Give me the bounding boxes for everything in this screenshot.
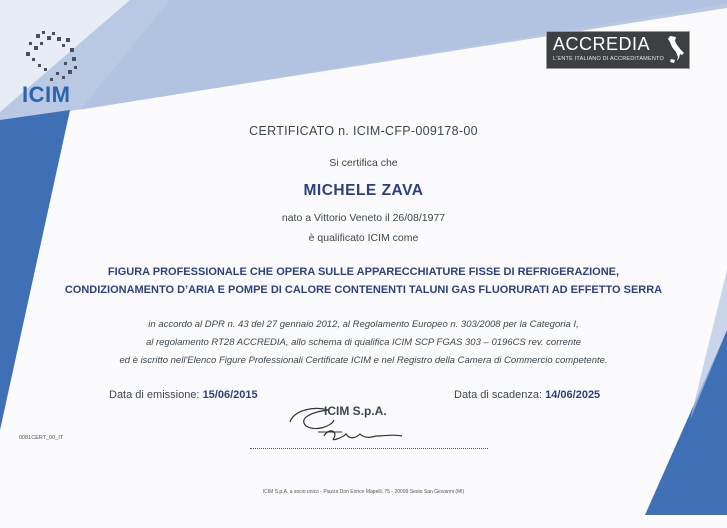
issue-date-label: Data di emissione: <box>109 389 200 401</box>
accredia-name: ACCREDIA <box>553 34 651 54</box>
birth-details: nato a Vittorio Veneto il 26/08/1977 <box>281 212 446 224</box>
regulatory-basis-line-3: ed è iscritto nell'Elenco Figure Professionali Certificate ICIM e nel Registro della Camera di Commercio competente. <box>119 355 608 366</box>
certificate-number: CERTIFICATO n. ICIM-CFP-009178-00 <box>249 124 478 138</box>
accredia-logo <box>546 31 690 69</box>
certification-intro: Si certifica che <box>329 157 398 169</box>
footer-address: ICIM S.p.A. a socio unico - Piazza Don Enrico Mapelli, 75 - 20099 Sesto San Giovanni (MI) <box>262 489 465 495</box>
accredia-tagline: L'ENTE ITALIANO DI ACCREDITAMENTO <box>553 56 664 62</box>
regulatory-basis-line-2: al regolamento RT28 ACCREDIA, allo schema di qualifica ICIM SCP FGAS 303 – 0196CS rev. corrente <box>145 337 582 348</box>
form-code: 0081CERT_00_IT <box>19 435 64 441</box>
professional-figure-line-2: CONDIZIONAMENTO D’ARIA E POMPE DI CALORE CONTENENTI TALUNI GAS FLUORURATI AD EFFETTO SERRA <box>64 284 663 296</box>
issue-date-value: 15/06/2015 <box>202 389 258 401</box>
regulatory-basis-line-1: in accordo al DPR n. 43 del 27 gennaio 2012, al Regolamento Europeo n. 303/2008 per la Categoria I, <box>148 319 579 330</box>
expiry-date-label: Data di scadenza: <box>454 389 543 401</box>
icim-wordmark: ICIM <box>22 82 71 107</box>
signatory-company: ICIM S.p.A. <box>324 404 387 418</box>
qualification-intro: è qualificato ICIM come <box>308 232 419 244</box>
professional-figure-line-1: FIGURA PROFESSIONALE CHE OPERA SULLE APPARECCHIATURE FISSE DI REFRIGERAZIONE, <box>107 266 620 278</box>
expiry-date <box>454 389 600 401</box>
italy-map-icon <box>667 35 685 65</box>
signature-line <box>250 448 488 449</box>
expiry-date-value: 14/06/2025 <box>545 389 601 401</box>
holder-name: MICHELE ZAVA <box>303 182 424 199</box>
issue-date <box>109 389 258 401</box>
